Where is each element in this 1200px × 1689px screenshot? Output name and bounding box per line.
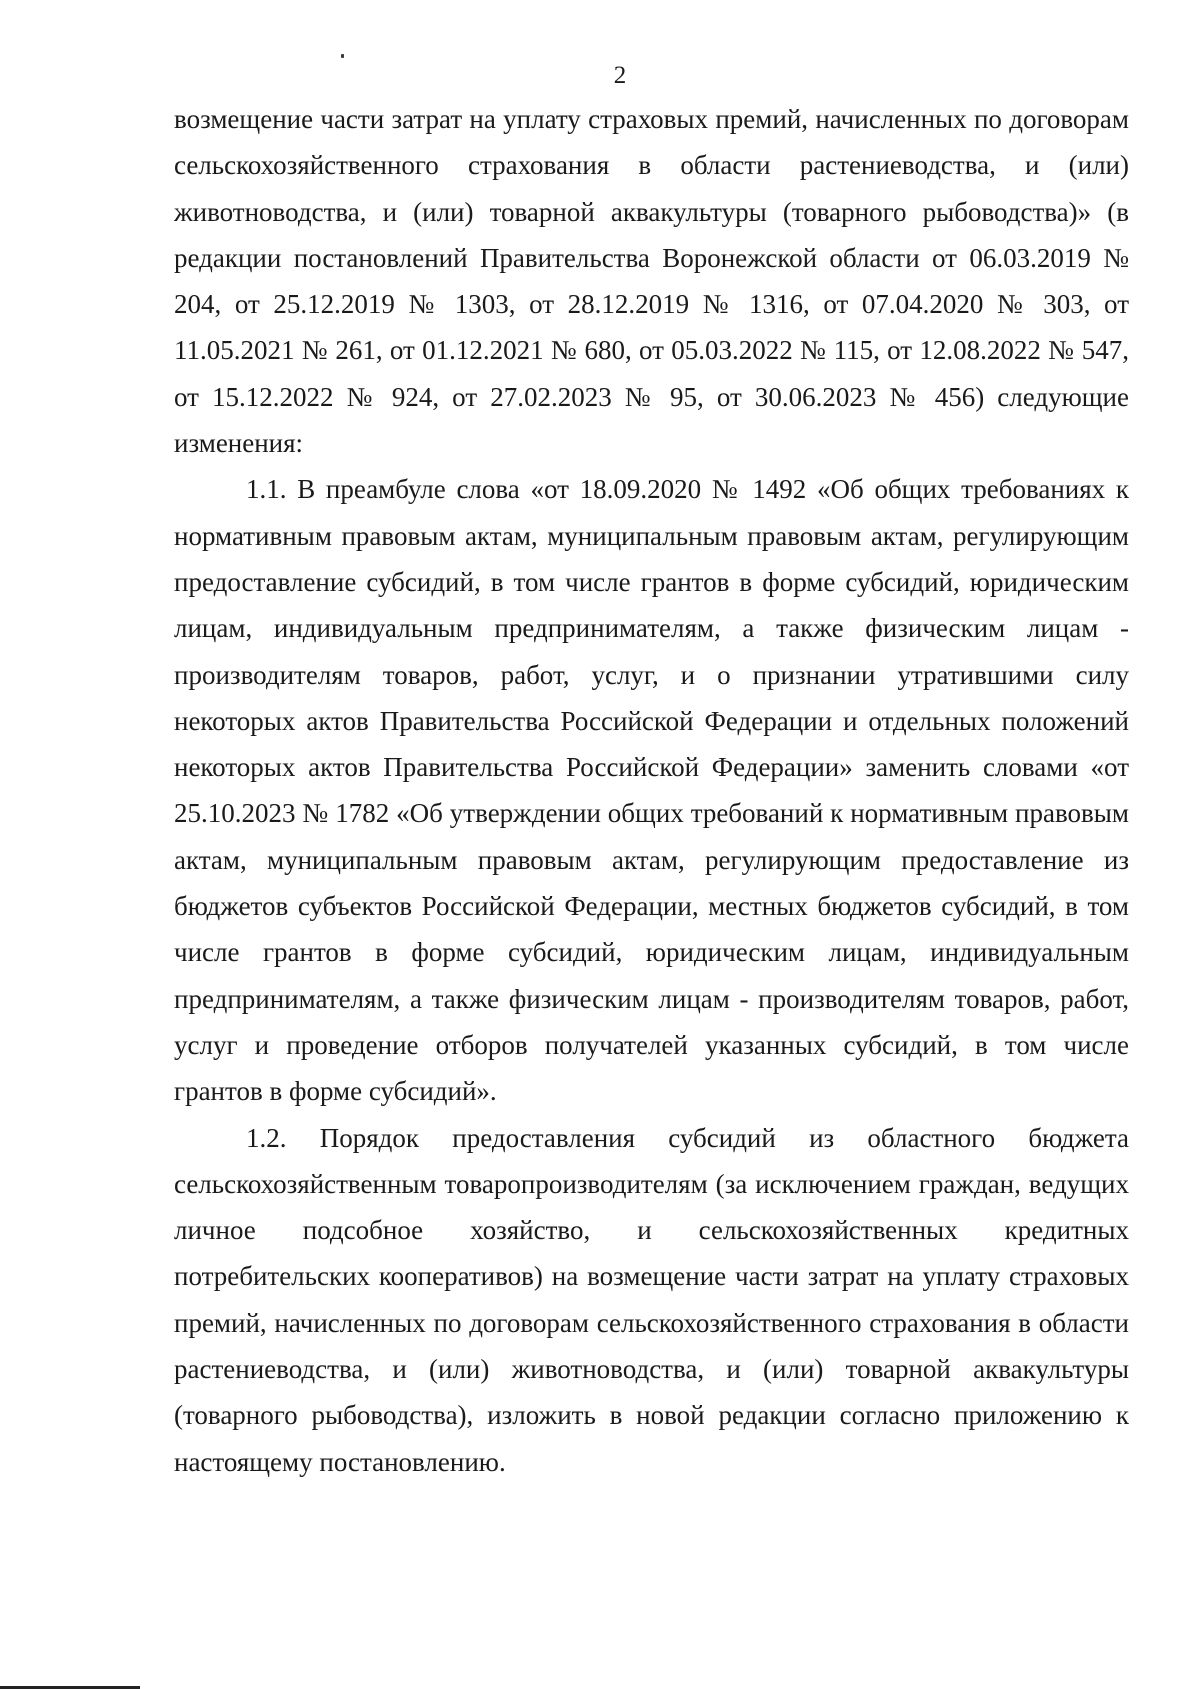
paragraph-amendment-intro: возмещение части затрат на уплату страховых премий, начисленных по договорам сельскохозяйственного страхования в области растениеводства, и (или) животноводства, и (или) товарной аквакультуры (товарного рыбоводства)» (в редакции постановлений Правительства Воронежской области от 06.03.2019 № 204, от 25.12.2019 № 1303, от 28.12.2019 № 1316, от 07.04.2020 № 303, от 11.05.2021 № 261, от 01.12.2021 № 680, от 05.03.2022 № 115, от 12.08.2022 № 547, от 15.12.2022 № 924, от 27.02.2023 № 95, от 30.06.2023 № 456) следующие изменения: [174,104,1129,459]
paragraph-1-2: 1.2. Порядок предоставления субсидий из областного бюджета сельскохозяйственным товаропроизводителям (за исключением граждан, ведущих личное подсобное хозяйство, и сельскохозяйственных кредитных потребительских кооперативов) на возмещение части затрат на уплату страховых премий, начисленных по договорам сельскохозяйственного страхования в области растениеводства, и (или) животноводства, и (или) товарной аквакультуры (товарного рыбоводства), изложить в новой редакции согласно приложению к настоящему постановлению. [174,1122,1129,1477]
page-number: 2 [613,62,627,89]
document-body [174,96,1129,1485]
scan-artifact-mark [341,54,344,58]
paragraph-1-1: 1.1. В преамбуле слова «от 18.09.2020 № 1492 «Об общих требованиях к нормативным правовым актам, муниципальным правовым актам, регулирующим предоставление субсидий, в том числе грантов в форме субсидий, юридическим лицам, индивидуальным предпринимателям, а также физическим лицам - производителям товаров, работ, услуг, и о признании утратившими силу некоторых актов Правительства Российской Федерации и отдельных положений некоторых актов Правительства Российской Федерации» заменить словами «от 25.10.2023 № 1782 «Об утверждении общих требований к нормативным правовым актам, муниципальным правовым актам, регулирующим предоставление из бюджетов субъектов Российской Федерации, местных бюджетов субсидий, в том числе грантов в форме субсидий, юридическим лицам, индивидуальным предпринимателям, а также физическим лицам - производителям товаров, работ, услуг и проведение отборов получателей указанных субсидий, в том числе грантов в форме субсидий». [174,474,1129,1107]
